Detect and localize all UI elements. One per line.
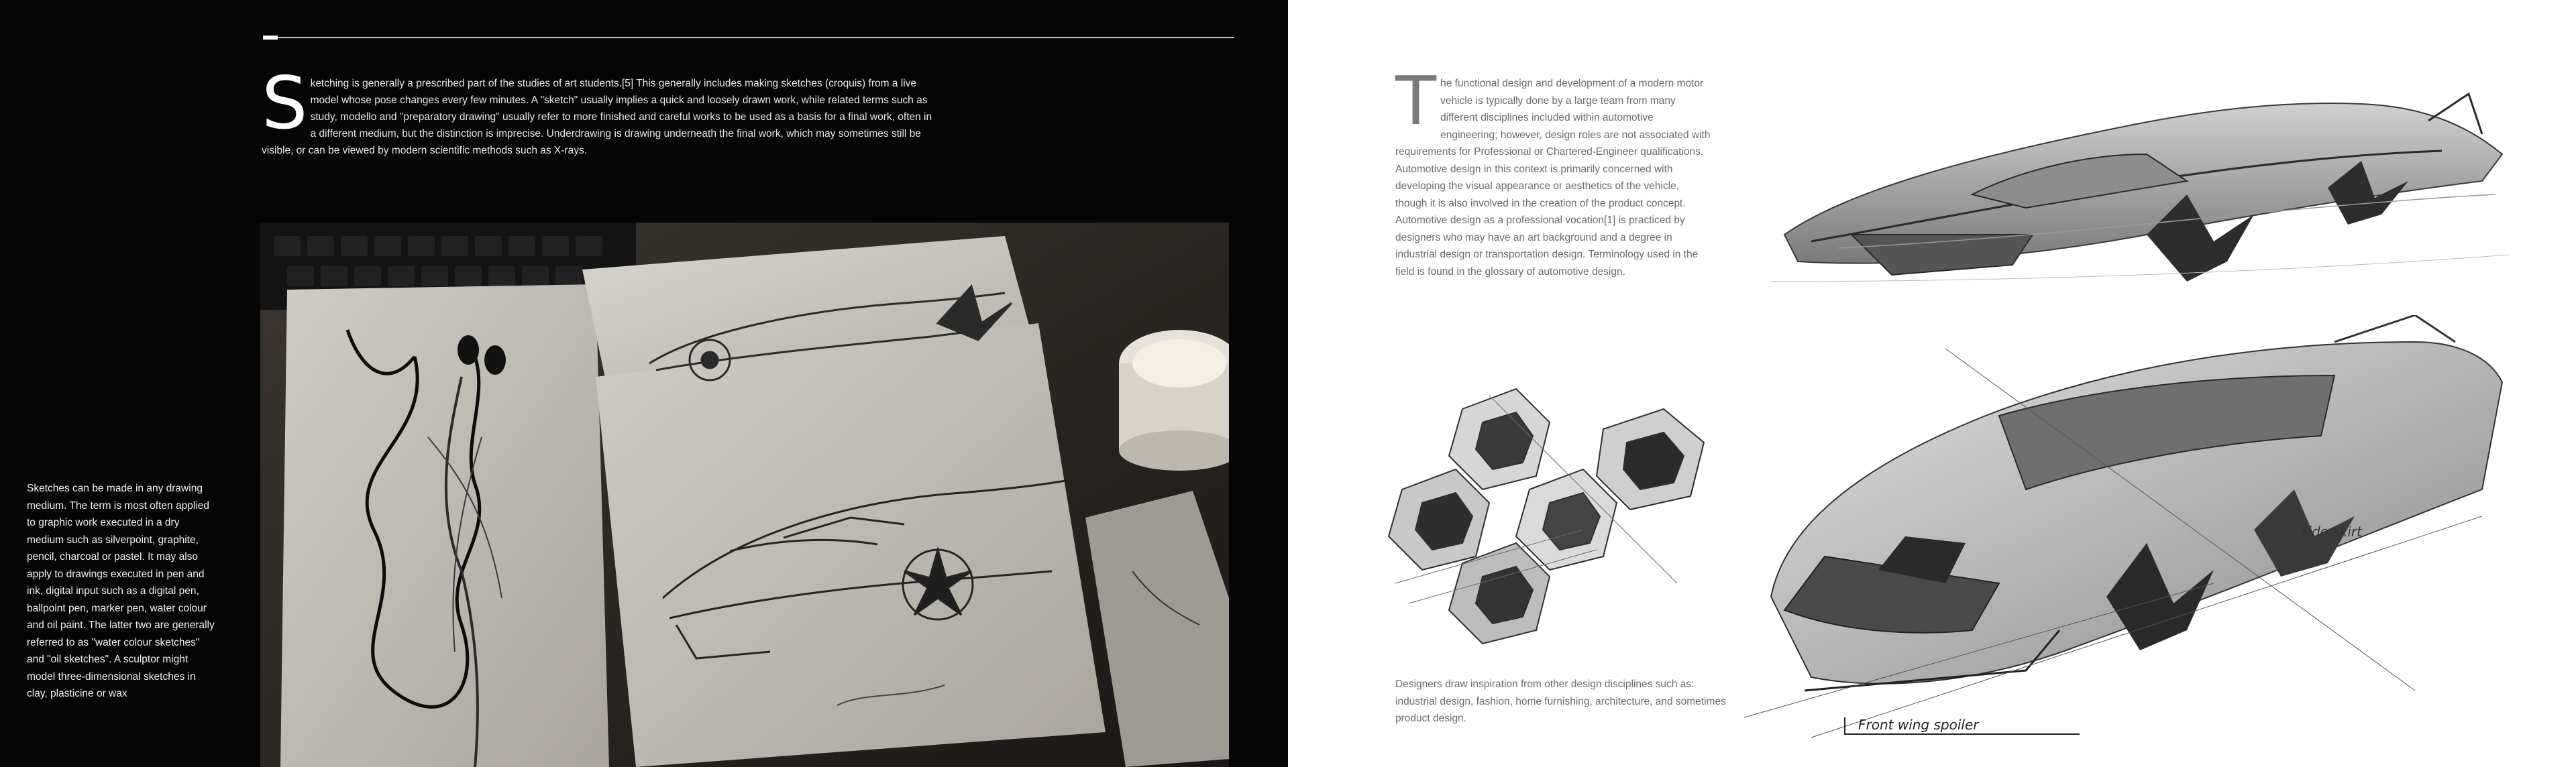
car-sketch-side xyxy=(1771,80,2516,302)
header-rule xyxy=(263,37,1234,38)
header-rule-accent xyxy=(263,36,278,40)
right-intro-paragraph xyxy=(1395,62,1711,280)
right-caption: Designers draw inspiration from other design disciplines such as: industrial design, fashion, home furnishing, architecture, and sometimes product design. xyxy=(1395,678,1726,724)
annotation-side-skirt: side skirt xyxy=(2301,524,2362,540)
right-intro-text: he functional design and development of a modern motor vehicle is typically done by a large team from many different disciplines included within automotive engineering; however, design roles are not associated with requirements for Professional or Chartered-Engineer qualifications. Automotive design in this context is primarily concerned with developing the visual appearance or aesthetics of the vehicle, though it is also involved in the creation of the product concept. Automotive design as a professional vocation[1] is practiced by designers who may have an art background and a degree in industrial design or transportation design. Terminology used in the field is found in the glossary of automotive design. xyxy=(1395,78,1711,278)
intro-text: ketching is generally a prescribed part of the studies of art students.[5] This generally includes making sketches (croquis) from a live model whose pose changes every few minutes. A "sketch" usually implies a quick and loosely drawn work, while related terms such as study, modello and "preparatory drawing" usually refer to more finished and careful works to be used as a basis for a final work, often in a different medium, but the distinction is imprecise. Underdrawing is drawing underneath the final work, which may sometimes still be visible, or can be viewed by modern scientific methods such as X-rays. xyxy=(262,78,932,156)
hexagon-pods-sketch xyxy=(1382,382,1731,650)
annotation-front-spoiler: Front wing spoiler xyxy=(1858,717,1979,733)
car-sketch-front xyxy=(1744,315,2516,744)
sketchbook-photo xyxy=(260,223,1229,767)
drop-cap: T xyxy=(1395,62,1437,140)
intro-paragraph xyxy=(262,62,932,159)
side-note: Sketches can be made in any drawing medium. The term is most often applied to graphic work executed in a dry medium such as silverpoint, graphite, pencil, charcoal or pastel. It may also apply to drawings executed in pen and ink, digital input such as a digital pen, ballpoint pen, marker pen, water colour and oil paint. The latter two are generally referred to as "water colour sketches" and "oil sketches". A sculptor might model three-dimensional sketches in clay, plasticine or wax xyxy=(27,483,215,699)
drop-cap: S xyxy=(262,62,308,145)
